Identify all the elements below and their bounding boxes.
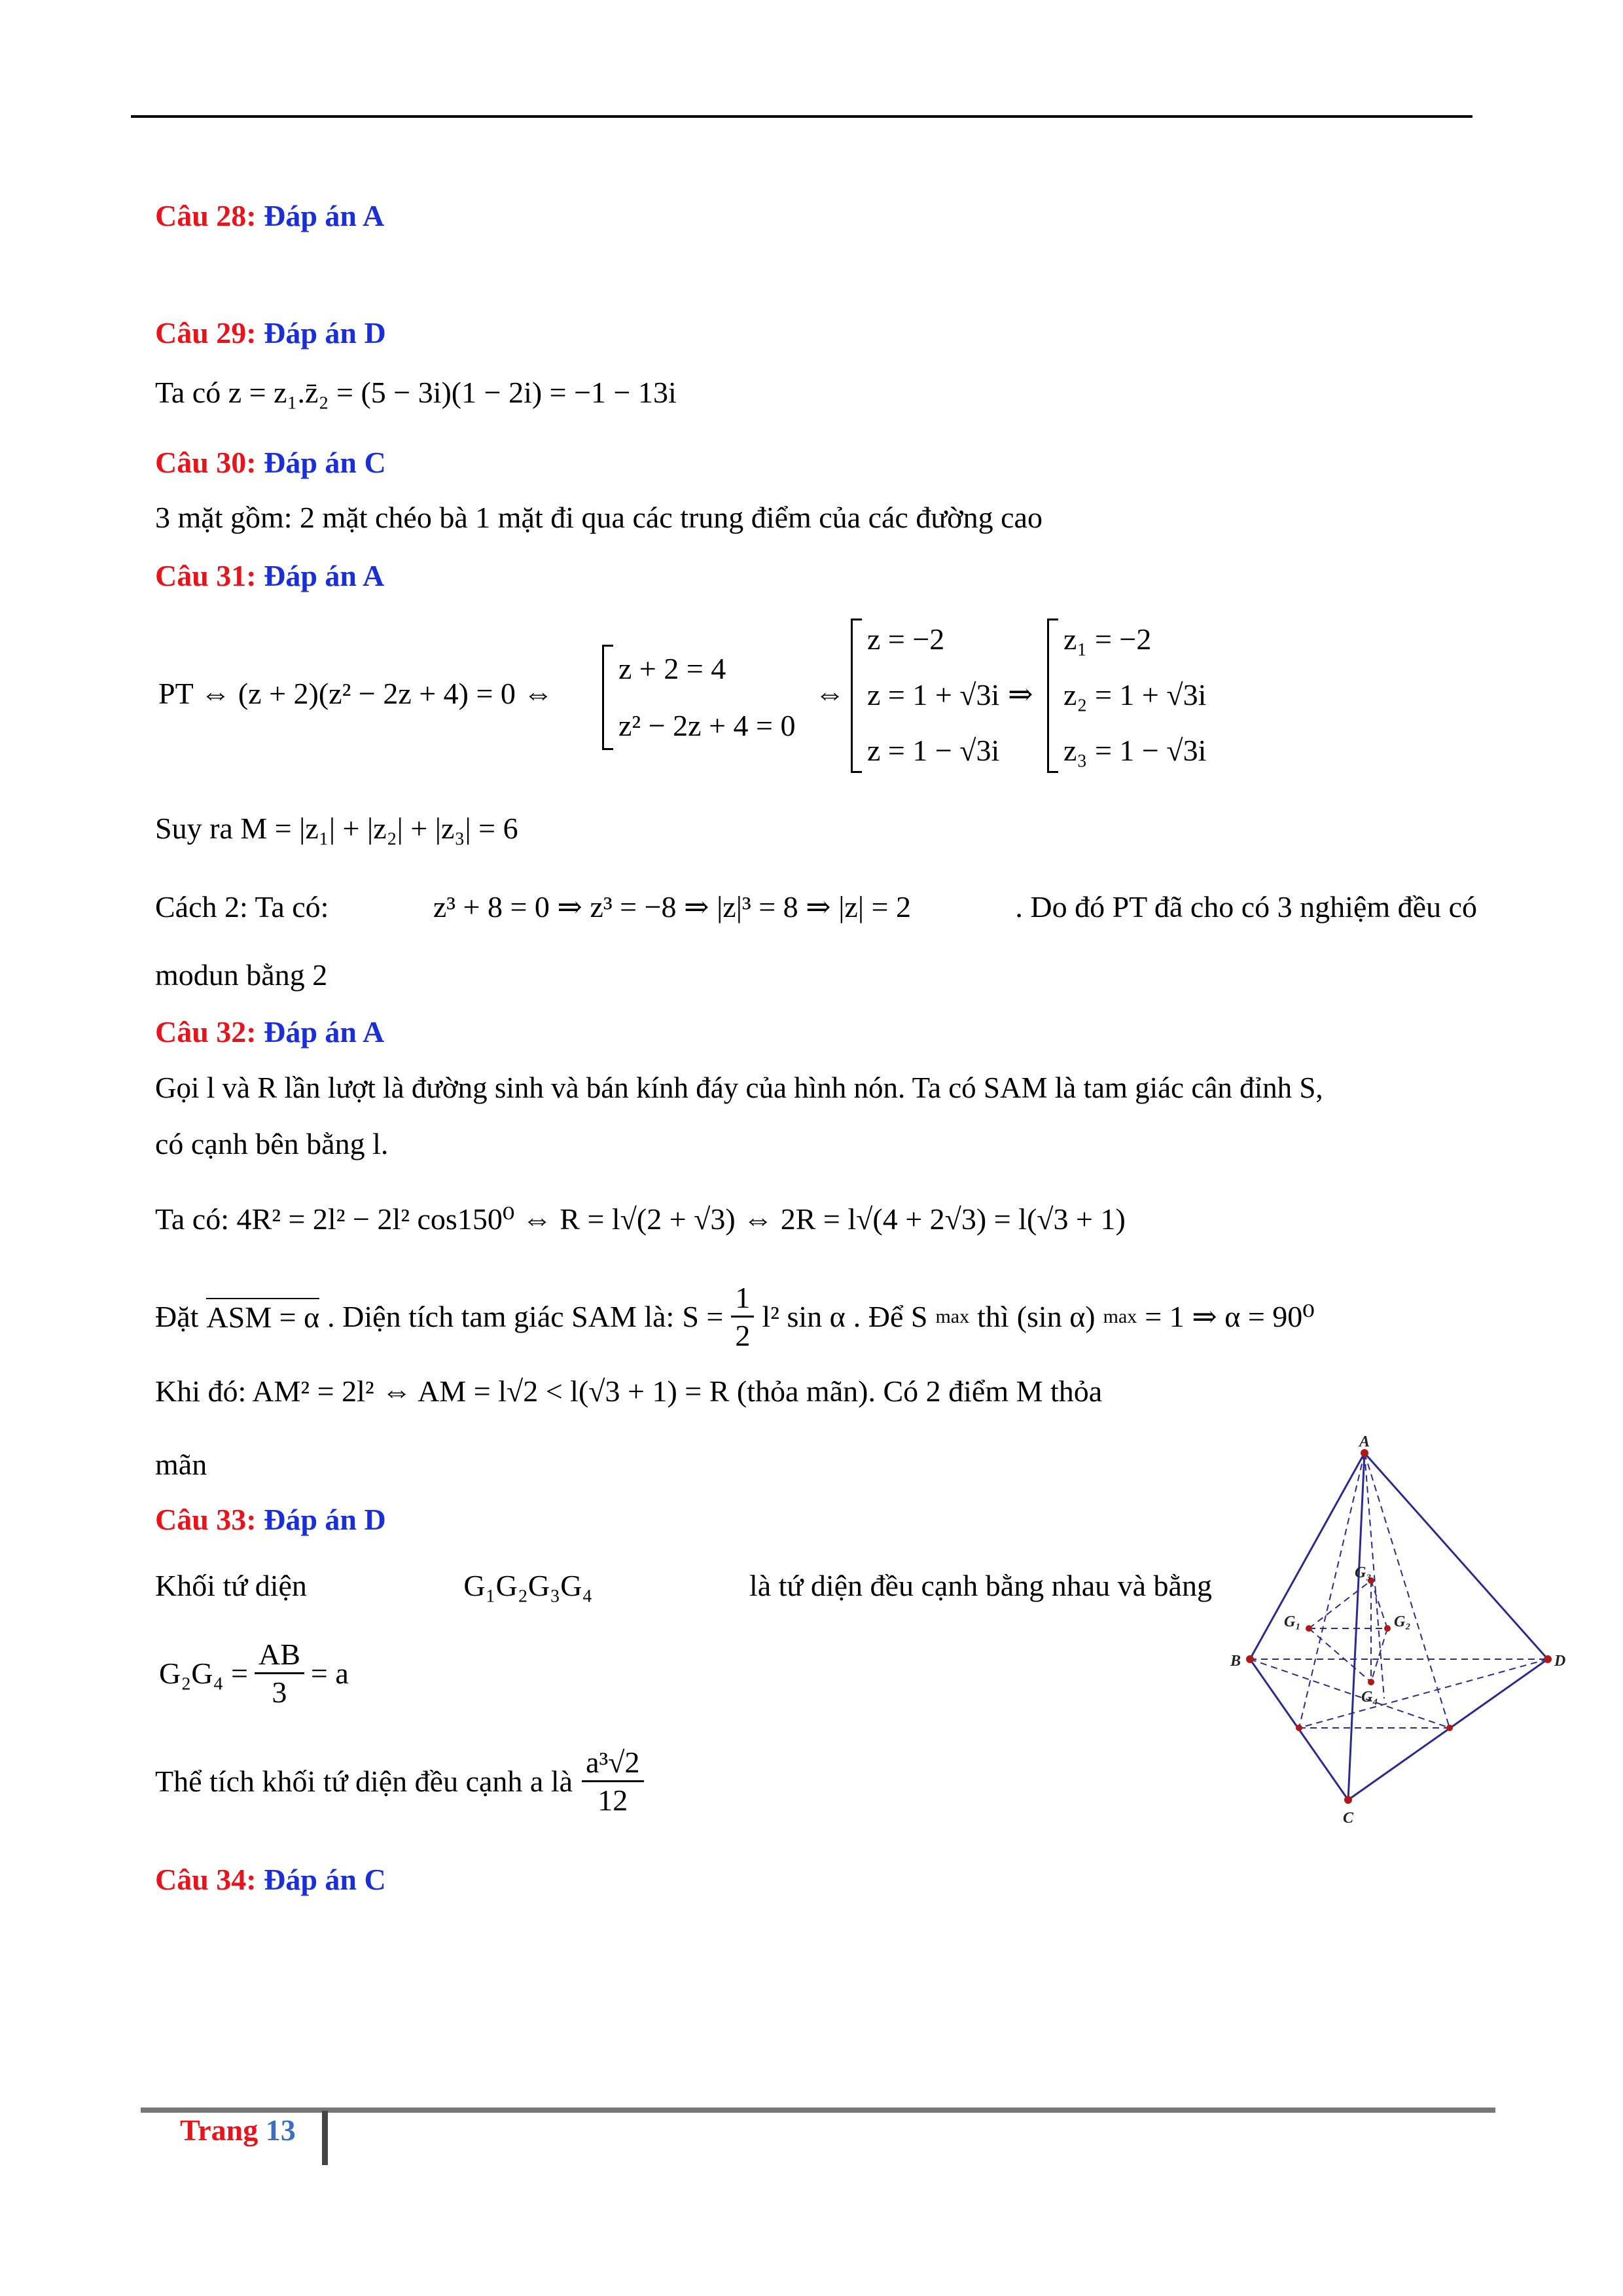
label-g2: G₂ <box>1394 1613 1411 1630</box>
q32-line4-d: thì <box>977 1300 1009 1334</box>
q33-line3 <box>155 1744 644 1818</box>
q29-line1 <box>155 374 677 410</box>
q33-fraction <box>255 1636 304 1710</box>
vertex-d <box>1544 1655 1552 1663</box>
label-g3: G₃ <box>1355 1564 1372 1581</box>
page-number <box>180 2113 296 2147</box>
q32-line1: Gọi l và R lần lượt là đường sinh và bán kính đáy của hình nón. Ta có SAM là tam giác cân đỉnh S, <box>155 1071 1323 1104</box>
q31-sys2-a: z = −2 <box>867 622 945 656</box>
q32-line2: có cạnh bên bằng l. <box>155 1127 389 1160</box>
point-g2 <box>1384 1625 1391 1632</box>
q31-sys2-c: z = 1 − √3i <box>867 734 1000 767</box>
answer-label: Đáp án A <box>264 1015 385 1049</box>
q31-cach2-b: . Do đó PT đã cho có 3 nghiệm đều có <box>1015 890 1477 924</box>
q33-frac-denominator: 3 <box>272 1676 287 1710</box>
q30-line1: 3 mặt gồm: 2 mặt chéo bà 1 mặt đi qua các trung điểm của các đường cao <box>155 501 1043 534</box>
page-label: Trang <box>180 2113 259 2147</box>
label-a: A <box>1359 1433 1370 1450</box>
q31-sys1-b: z² − 2z + 4 = 0 <box>618 709 796 742</box>
q33-line2 <box>159 1636 349 1710</box>
answer-label: Đáp án A <box>264 199 385 232</box>
q31-suy-ra-formula: M = |z₁| + |z₂| + |z₃| = 6 <box>240 812 518 845</box>
q33-line3-a: Thể tích khối tứ diện đều cạnh a là <box>155 1765 573 1799</box>
midpoint-bc <box>1296 1725 1302 1731</box>
label-d: D <box>1554 1653 1566 1670</box>
q31-sys3-c: z₃ = 1 − √3i <box>1063 734 1207 767</box>
g2-g3 <box>1371 1581 1387 1628</box>
q32-line6: mãn <box>155 1448 207 1481</box>
q32-fraction <box>731 1280 754 1354</box>
q32-line4-b: . Diện tích tam giác SAM là: <box>327 1300 675 1334</box>
q33-line2-lhs: G₂G₄ = <box>159 1657 248 1691</box>
system-bracket <box>851 619 862 773</box>
q31-cach2-a: Cách 2: Ta có: <box>155 890 329 924</box>
edge-ad <box>1364 1453 1548 1659</box>
midpoint-cd <box>1446 1725 1453 1731</box>
label-g4: G₄ <box>1361 1689 1378 1706</box>
question-number: Câu 29: <box>155 316 257 350</box>
question-number: Câu 30: <box>155 446 257 479</box>
question-number: Câu 32: <box>155 1015 257 1049</box>
question-31-heading <box>155 558 384 593</box>
system-bracket <box>1047 619 1058 773</box>
q31-cach2-c: modun bằng 2 <box>155 958 328 992</box>
q32-line5-a: Khi đó: <box>155 1374 247 1408</box>
q31-sys2-b: z = 1 + √3i <box>867 678 1000 711</box>
answer-label: Đáp án D <box>264 316 386 350</box>
question-number: Câu 33: <box>155 1503 257 1536</box>
q32-max-sub2: max <box>1103 1305 1137 1327</box>
answer-label: Đáp án C <box>264 446 386 479</box>
q32-line4-e: (sin α) <box>1016 1300 1096 1334</box>
page-value: 13 <box>265 2113 296 2147</box>
vertex-c <box>1344 1796 1352 1804</box>
q31-sys3-b: z₂ = 1 + √3i <box>1063 678 1207 711</box>
q32-line5 <box>155 1373 1102 1409</box>
header-rule <box>131 115 1472 118</box>
system-bracket <box>602 645 613 750</box>
label-g1: G₁ <box>1284 1613 1301 1630</box>
q32-line4-c: . Để S <box>853 1300 928 1334</box>
q33-line1-a: Khối tứ diện <box>155 1569 307 1602</box>
q31-sys3-a: z₁ = −2 <box>1063 622 1152 656</box>
q32-line4-g: = 1 ⇒ α = 90⁰ <box>1145 1300 1315 1334</box>
q33-frac-numerator: AB <box>255 1636 304 1674</box>
q33-volume-fraction <box>582 1744 643 1818</box>
median-b-cd <box>1250 1659 1450 1728</box>
q33-line1-b: là tứ diện đều cạnh bằng nhau và bằng <box>749 1569 1212 1602</box>
question-28-heading <box>155 198 384 233</box>
q32-line4-a: Đặt <box>155 1300 199 1334</box>
median-d-bc <box>1299 1659 1548 1728</box>
point-g1 <box>1306 1625 1312 1632</box>
q32-line5-b: (thỏa mãn). Có 2 điểm M thỏa <box>736 1374 1103 1408</box>
label-b: B <box>1230 1653 1241 1670</box>
question-34-heading <box>155 1862 386 1897</box>
q31-suy-ra <box>155 810 518 846</box>
q29-prefix: Ta có <box>155 376 221 409</box>
vertex-b <box>1246 1655 1254 1663</box>
q32-angle: ASM = α <box>206 1298 319 1335</box>
question-30-heading <box>155 445 386 480</box>
q31-equation-left: PT ⇔ (z + 2)(z² − 2z + 4) = 0 ⇔ <box>158 677 554 710</box>
question-number: Câu 34: <box>155 1863 257 1896</box>
question-32-heading <box>155 1014 384 1049</box>
median-a-bc <box>1299 1453 1364 1728</box>
q31-arrow2: ⇒ <box>1008 677 1033 711</box>
edge-ac <box>1348 1453 1364 1800</box>
q32-frac-numerator: 1 <box>731 1280 754 1318</box>
q33-volume-numerator: a³√2 <box>582 1744 643 1782</box>
question-33-heading <box>155 1502 386 1537</box>
q31-arrow1: ⇔ <box>815 677 845 710</box>
q32-line4 <box>155 1280 1315 1354</box>
q32-frac-denominator: 2 <box>735 1319 751 1353</box>
q31-suy-ra-prefix: Suy ra <box>155 812 233 845</box>
q32-line5-formula: AM² = 2l² ⇔ AM = l√2 < l(√3 + 1) = R <box>252 1374 730 1408</box>
q32-line3 <box>155 1201 1126 1237</box>
q32-line3-prefix: Ta có: <box>155 1202 230 1236</box>
footer-divider <box>322 2111 328 2165</box>
q32-line4-s: S = <box>682 1300 724 1334</box>
q33-line2-rhs: = a <box>310 1657 349 1691</box>
q33-line1-formula: G₁G₂G₃G₄ <box>463 1569 593 1602</box>
q31-cach2-formula: z³ + 8 = 0 ⇒ z³ = −8 ⇒ |z|³ = 8 ⇒ |z| = 2 <box>433 890 911 924</box>
question-number: Câu 28: <box>155 199 257 232</box>
median-a-cd <box>1364 1453 1450 1728</box>
question-number: Câu 31: <box>155 559 257 592</box>
g1-g3 <box>1309 1581 1371 1628</box>
answer-label: Đáp án C <box>264 1863 386 1896</box>
q33-line1 <box>155 1568 1212 1604</box>
q31-sys1-a: z + 2 = 4 <box>618 652 726 685</box>
q32-line3-formula: 4R² = 2l² − 2l² cos150⁰ ⇔ R = l√(2 + √3) ⇔ 2R = l√(4 + 2√3) = l(√3 + 1) <box>236 1202 1126 1236</box>
tetrahedron-figure <box>1224 1430 1564 1836</box>
g1-g4 <box>1309 1628 1371 1682</box>
question-29-heading <box>155 315 386 350</box>
q29-formula: z = z₁.z̄₂ = (5 − 3i)(1 − 2i) = −1 − 13i <box>228 376 677 409</box>
label-c: C <box>1343 1810 1354 1827</box>
footer-rule <box>141 2108 1495 2113</box>
point-g4 <box>1368 1679 1374 1685</box>
q32-line4-s2: l² sin α <box>762 1300 846 1334</box>
q32-max-sub: max <box>935 1305 970 1327</box>
answer-label: Đáp án A <box>264 559 385 592</box>
answer-label: Đáp án D <box>264 1503 386 1536</box>
q31-cach2 <box>155 889 1477 925</box>
q33-volume-denominator: 12 <box>597 1784 628 1818</box>
